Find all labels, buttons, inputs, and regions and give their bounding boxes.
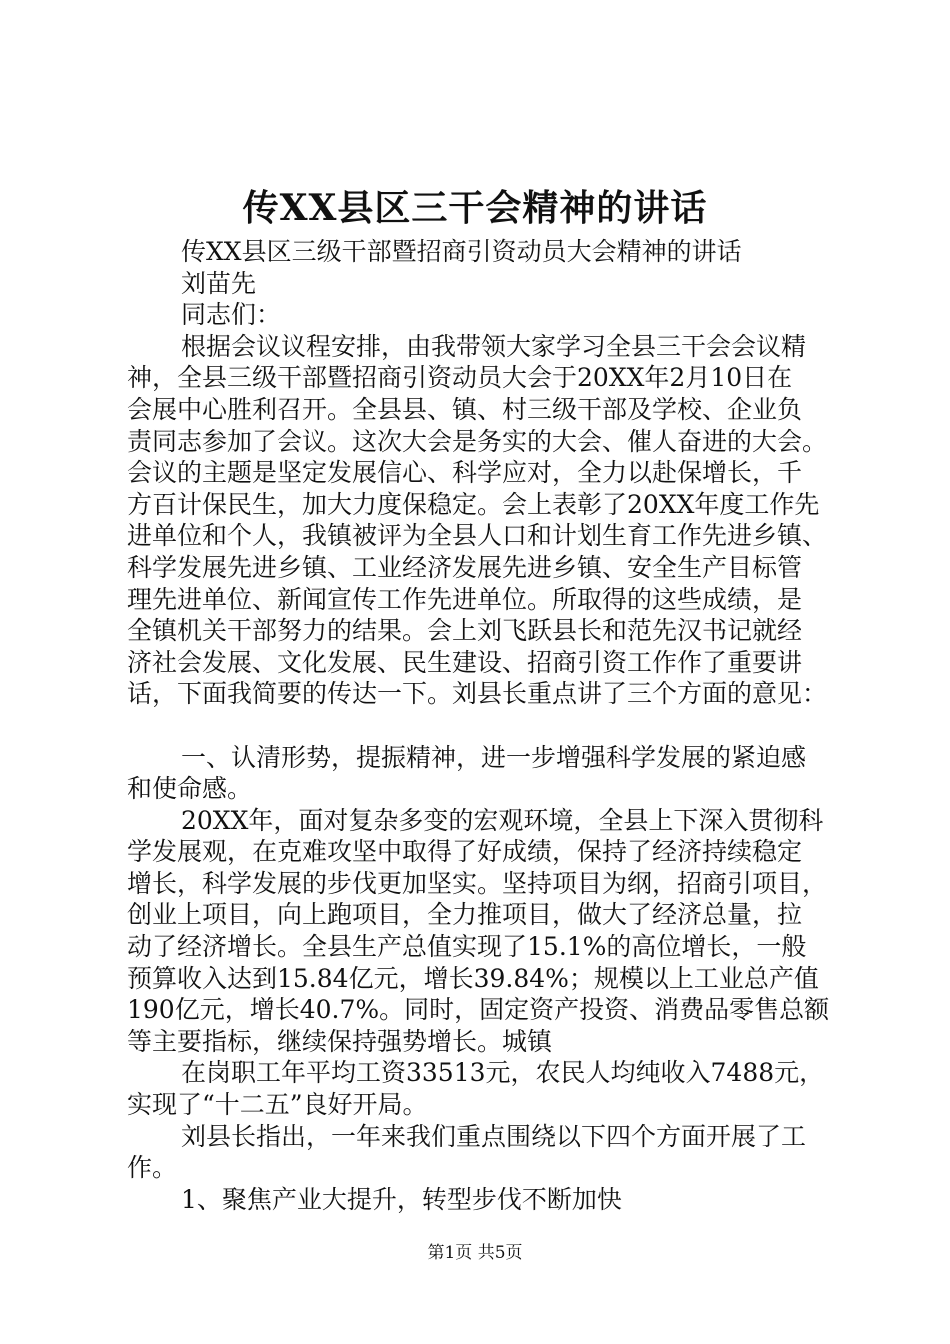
section-heading-line: 和使命感。	[127, 774, 253, 804]
author-line: 刘苗先	[181, 268, 257, 298]
paragraph-line: 在岗职工年平均工资33513元，农民人均纯收入7488元，	[181, 1058, 825, 1088]
paragraph-line: 根据会议议程安排，由我带领大家学习全县三干会会议精	[181, 331, 807, 361]
paragraph-line: 学发展观，在克难攻坚中取得了好成绩，保持了经济持续稳定	[127, 837, 803, 867]
paragraph-line: 全镇机关干部努力的结果。会上刘飞跃县长和范先汉书记就经	[127, 616, 803, 646]
paragraph-line: 刘县长指出，一年来我们重点围绕以下四个方面开展了工	[181, 1121, 807, 1151]
paragraph-line: 20XX年，面对复杂多变的宏观环境，全县上下深入贯彻科	[181, 805, 824, 835]
paragraph-line: 科学发展先进乡镇、工业经济发展先进乡镇、安全生产目标管	[127, 552, 803, 582]
subsection-heading-line: 1、聚焦产业大提升，转型步伐不断加快	[181, 1184, 622, 1214]
document-body	[127, 236, 847, 1215]
paragraph-line: 济社会发展、文化发展、民生建设、招商引资工作作了重要讲	[127, 647, 803, 677]
paragraph-line: 190亿元，增长40.7%。同时，固定资产投资、消费品零售总额	[127, 995, 830, 1025]
blank-line	[127, 710, 847, 742]
paragraph-line: 实现了“十二五”良好开局。	[127, 1090, 428, 1120]
document-title: 传XX县区三干会精神的讲话	[242, 187, 708, 229]
paragraph-line: 等主要指标，继续保持强势增长。城镇	[127, 1026, 553, 1056]
paragraph-line: 责同志参加了会议。这次大会是务实的大会、催人奋进的大会。	[127, 426, 828, 456]
paragraph-line: 会展中心胜利召开。全县县、镇、村三级干部及学校、企业负	[127, 394, 803, 424]
page-footer: 第1页 共5页	[427, 1243, 523, 1263]
paragraph-line: 神，全县三级干部暨招商引资动员大会于20XX年2月10日在	[127, 363, 793, 393]
salutation-line: 同志们：	[181, 300, 282, 330]
paragraph-line: 理先进单位、新闻宣传工作先进单位。所取得的这些成绩，是	[127, 584, 803, 614]
subtitle-line: 传XX县区三级干部暨招商引资动员大会精神的讲话	[181, 237, 742, 266]
paragraph-line: 动了经济增长。全县生产总值实现了15.1%的高位增长，一般	[127, 932, 807, 962]
paragraph-line: 方百计保民生，加大力度保稳定。会上表彰了20XX年度工作先	[127, 489, 820, 519]
paragraph-line: 会议的主题是坚定发展信心、科学应对，全力以赴保增长，千	[127, 458, 803, 488]
paragraph-line: 预算收入达到15.84亿元，增长39.84%；规模以上工业总产值	[127, 963, 819, 993]
paragraph-line: 话，下面我简要的传达一下。刘县长重点讲了三个方面的意见：	[127, 679, 828, 709]
paragraph-line: 作。	[127, 1153, 178, 1183]
section-heading-line: 一、认清形势，提振精神，进一步增强科学发展的紧迫感	[181, 742, 807, 772]
paragraph-line: 创业上项目，向上跑项目，全力推项目，做大了经济总量，拉	[127, 900, 803, 930]
paragraph-line: 进单位和个人，我镇被评为全县人口和计划生育工作先进乡镇、	[127, 521, 828, 551]
paragraph-line: 增长，科学发展的步伐更加坚实。坚持项目为纲，招商引项目，	[127, 868, 828, 898]
